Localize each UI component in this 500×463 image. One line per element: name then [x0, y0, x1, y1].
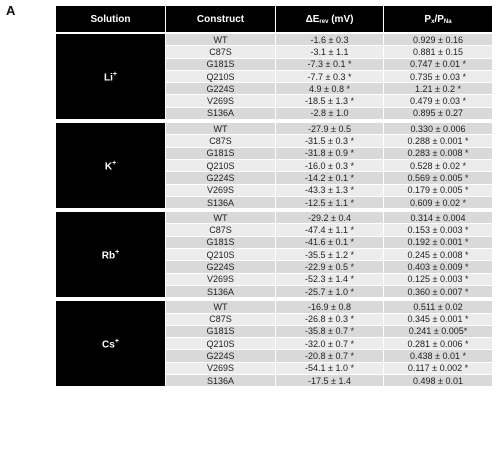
- permeability-cell: 0.117 ± 0.002 *: [384, 363, 492, 375]
- permeability-cell: 0.288 ± 0.001 *: [384, 135, 492, 147]
- erev-cell: -1.6 ± 0.3: [276, 32, 384, 46]
- table-row: [56, 210, 492, 224]
- ion-symbol: Li: [104, 72, 113, 84]
- erev-cell: -52.3 ± 1.4 *: [276, 274, 384, 286]
- permeability-cell: 0.345 ± 0.001 *: [384, 314, 492, 326]
- permeability-cell: 0.735 ± 0.03 *: [384, 71, 492, 83]
- ion-symbol: Cs: [102, 339, 115, 351]
- permeability-cell: 0.179 ± 0.005 *: [384, 185, 492, 197]
- erev-cell: -16.9 ± 0.8: [276, 299, 384, 313]
- erev-cell: -12.5 ± 1.1 *: [276, 197, 384, 210]
- header-permeability-ratio: [384, 6, 492, 32]
- erev-cell: -17.5 ± 1.4: [276, 375, 384, 388]
- ion-charge: +: [114, 338, 119, 346]
- erev-cell: -7.7 ± 0.3 *: [276, 71, 384, 83]
- erev-cell: -41.6 ± 0.1 *: [276, 237, 384, 249]
- table-body: [56, 32, 492, 388]
- ion-symbol: Rb: [101, 250, 116, 262]
- construct-cell: C87S: [166, 314, 276, 326]
- construct-cell: WT: [166, 32, 276, 46]
- erev-cell: -14.2 ± 0.1 *: [276, 172, 384, 184]
- solution-ion-cell: [56, 299, 166, 388]
- construct-cell: Q210S: [166, 338, 276, 350]
- permeability-cell: 0.153 ± 0.003 *: [384, 224, 492, 236]
- permeability-cell: 0.245 ± 0.008 *: [384, 249, 492, 261]
- permeability-cell: 0.283 ± 0.008 *: [384, 148, 492, 160]
- permeability-cell: 0.281 ± 0.006 *: [384, 338, 492, 350]
- construct-cell: S136A: [166, 108, 276, 121]
- permeability-cell: 0.747 ± 0.01 *: [384, 59, 492, 71]
- permeability-cell: 1.21 ± 0.2 *: [384, 83, 492, 95]
- construct-cell: Q210S: [166, 160, 276, 172]
- construct-cell: S136A: [166, 197, 276, 210]
- permeability-cell: 0.403 ± 0.009 *: [384, 261, 492, 273]
- construct-cell: C87S: [166, 46, 276, 58]
- permeability-cell: 0.569 ± 0.005 *: [384, 172, 492, 184]
- permeability-cell: 0.895 ± 0.27: [384, 108, 492, 121]
- solution-ion-cell: [56, 210, 166, 299]
- construct-cell: Q210S: [166, 71, 276, 83]
- erev-cell: -16.0 ± 0.3 *: [276, 160, 384, 172]
- erev-cell: -35.8 ± 0.7 *: [276, 326, 384, 338]
- table-header-row: [56, 6, 492, 32]
- construct-cell: G224S: [166, 83, 276, 95]
- erev-cell: -43.3 ± 1.3 *: [276, 185, 384, 197]
- erev-cell: -18.5 ± 1.3 *: [276, 95, 384, 107]
- construct-cell: S136A: [166, 286, 276, 299]
- erev-cell: -20.8 ± 0.7 *: [276, 350, 384, 362]
- header-solution: Solution: [56, 6, 166, 32]
- construct-cell: V269S: [166, 274, 276, 286]
- erev-cell: -31.8 ± 0.9 *: [276, 148, 384, 160]
- permeability-cell: 0.314 ± 0.004: [384, 210, 492, 224]
- erev-cell: -7.3 ± 0.1 *: [276, 59, 384, 71]
- permeability-cell: 0.511 ± 0.02: [384, 299, 492, 313]
- permeability-cell: 0.479 ± 0.03 *: [384, 95, 492, 107]
- permeability-cell: 0.528 ± 0.02 *: [384, 160, 492, 172]
- solution-ion-cell: [56, 32, 166, 121]
- erev-cell: -3.1 ± 1.1: [276, 46, 384, 58]
- construct-cell: V269S: [166, 95, 276, 107]
- construct-cell: V269S: [166, 185, 276, 197]
- erev-cell: -2.8 ± 1.0: [276, 108, 384, 121]
- permeability-cell: 0.360 ± 0.007 *: [384, 286, 492, 299]
- erev-cell: -29.2 ± 0.4: [276, 210, 384, 224]
- ion-charge: +: [115, 249, 120, 257]
- permeability-cell: 0.609 ± 0.02 *: [384, 197, 492, 210]
- permeability-cell: 0.125 ± 0.003 *: [384, 274, 492, 286]
- erev-cell: -25.7 ± 1.0 *: [276, 286, 384, 299]
- permeability-table: [56, 6, 492, 388]
- panel-label: A: [6, 3, 16, 18]
- erev-cell: -32.0 ± 0.7 *: [276, 338, 384, 350]
- erev-cell: -27.9 ± 0.5: [276, 121, 384, 135]
- construct-cell: G181S: [166, 148, 276, 160]
- permeability-cell: 0.929 ± 0.16: [384, 32, 492, 46]
- erev-cell: -54.1 ± 1.0 *: [276, 363, 384, 375]
- table-row: [56, 121, 492, 135]
- erev-cell: -31.5 ± 0.3 *: [276, 135, 384, 147]
- header-perm-subscript-na: Na: [443, 18, 452, 25]
- construct-cell: G224S: [166, 350, 276, 362]
- header-perm-p: P: [424, 13, 432, 25]
- header-erev-subscript: rev: [319, 18, 329, 25]
- construct-cell: C87S: [166, 135, 276, 147]
- permeability-cell: 0.330 ± 0.006: [384, 121, 492, 135]
- construct-cell: G181S: [166, 326, 276, 338]
- construct-cell: C87S: [166, 224, 276, 236]
- permeability-cell: 0.192 ± 0.001 *: [384, 237, 492, 249]
- permeability-cell: 0.498 ± 0.01: [384, 375, 492, 388]
- permeability-cell: 0.438 ± 0.01 *: [384, 350, 492, 362]
- header-construct: Construct: [166, 6, 276, 32]
- erev-cell: 4.9 ± 0.8 *: [276, 83, 384, 95]
- construct-cell: V269S: [166, 363, 276, 375]
- header-perm-slash: /P: [434, 13, 444, 25]
- header-erev-unit: (mV): [328, 13, 354, 25]
- ion-symbol: K: [104, 161, 113, 173]
- header-perm-subscript-x: x: [431, 18, 435, 25]
- header-erev: [276, 6, 384, 32]
- erev-cell: -22.9 ± 0.5 *: [276, 261, 384, 273]
- construct-cell: WT: [166, 121, 276, 135]
- permeability-cell: 0.881 ± 0.15: [384, 46, 492, 58]
- construct-cell: S136A: [166, 375, 276, 388]
- permeability-cell: 0.241 ± 0.005*: [384, 326, 492, 338]
- header-erev-symbol: ΔE: [305, 13, 320, 25]
- ion-charge: +: [112, 159, 117, 167]
- erev-cell: -26.8 ± 0.3 *: [276, 314, 384, 326]
- construct-cell: G181S: [166, 237, 276, 249]
- ion-charge: +: [112, 70, 117, 78]
- construct-cell: G224S: [166, 261, 276, 273]
- erev-cell: -47.4 ± 1.1 *: [276, 224, 384, 236]
- solution-ion-cell: [56, 121, 166, 210]
- table-row: [56, 299, 492, 313]
- construct-cell: G181S: [166, 59, 276, 71]
- construct-cell: Q210S: [166, 249, 276, 261]
- construct-cell: WT: [166, 299, 276, 313]
- construct-cell: G224S: [166, 172, 276, 184]
- erev-cell: -35.5 ± 1.2 *: [276, 249, 384, 261]
- table-row: [56, 32, 492, 46]
- construct-cell: WT: [166, 210, 276, 224]
